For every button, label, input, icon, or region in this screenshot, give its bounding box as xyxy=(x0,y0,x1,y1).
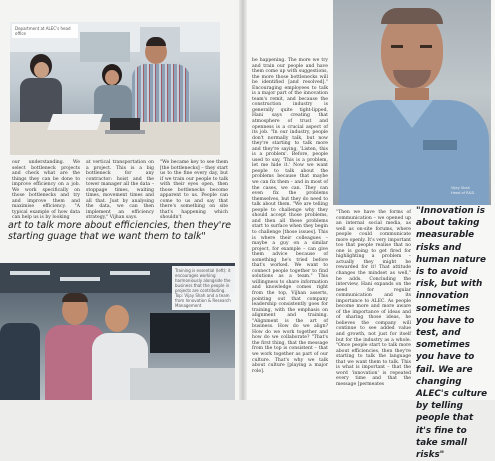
training-caption: Training is essential (left): it encourages working harmoniously alongside the business that the people in projects are contributing. Top: Vijay Shah and a team from Innovation & Research Management xyxy=(172,266,235,310)
training-photo xyxy=(0,263,235,400)
page-gutter xyxy=(239,0,247,400)
portrait-photo xyxy=(333,0,491,205)
highlight-quote: "Innovation is about taking measurable risks and human nature is to avoid risk, but with innovation sometimes you have to test, and sometimes you have to fail. We are changing ALEC's culture by telling people that it's fine to take small risks" xyxy=(416,206,488,461)
portrait-name-tag: Vijay Shah Head of R&D xyxy=(451,186,475,195)
body-column-right: "Then we have the forms of communication – we opened up an internal social media, as well as on-site forums, where people could communicate more openly. It's very important too that people realise that no one is going to get fired for highlighting a problem – actually they might be rewarded for it! That attitude changes the mindset as well," he adds. Concluding the interview, Hani expands on the need for regular communication and its importance to ALEC. As people become more and more aware of the importance of ideas and of sharing those ideas, he believes the company will continue to see added value and growth, not just for itself but for the industry as a whole. "Once people start to talk more about efficiencies, then they're starting to talk the language that we want them to talk. This is what is important – that the word 'innovation' is repeated every time and that the message [permeates xyxy=(336,210,411,387)
body-column-left-b: at vertical transportation on a project. This is a big bottleneck for any contractor: hoist and the tower manager all the data – stoppage times, waiting times, movement times and all that. Just by analysing the data, we can then implement an efficiency strategy," Vijhan says. xyxy=(86,160,154,221)
pull-quote: art to talk more about efficiencies, then they're starting guage that we want them to talk" xyxy=(8,220,231,242)
top-photo-caption: Department at ALEC's head office xyxy=(12,24,78,38)
body-column-middle: be happening. The more we try and train our people and have them come up with suggestions, the more those bottlenecks will be identified [and resolved]." Encouraging employees to talk is a major part of the innovation team's remit, and because the construction industry is generally quite tight-lipped, Hani says creating that atmosphere of trust and openness is a crucial aspect of its job. "In our industry, people don't normally talk, but now they're starting to talk more and they're saying, 'Listen, this is a problem'. Before, people used to say, 'This is a problem, let me hide it.' Now we want people to talk about the problems because that maybe we can fix them – and in most of the cases, we can. They can even fix the problems themselves, but they do need to talk about them. "We are telling people to challenge why they should accept those problems, and then all these problems start to surface when they begin to challenge [those issues]. This is where their colleagues – maybe a guy on a similar project, for example – can give them advice because of something he's tried before that's worked. We want to connect people together to find solutions as a team." This willingness to share information and knowledge comes right from the top, Vijhan asserts, pointing out that company leadership consistently goes for training, with the emphasis on alignment and training. "Alignment is the art of business. How do we align? How do we work together and how do we collaborate? "That's the first thing, that the message from the top is consistent – that we work together as part of our culture. That's why we talk about culture [playing a major role]. xyxy=(252,58,328,374)
team-office-photo xyxy=(10,22,220,155)
body-column-left-a: our understanding. We select bottleneck projects and check what are the things they can be done to improve efficiency on a job. We work specifically on those bottlenecks and try and improve them and maximise efficiency. "A typical example of how data can help us is by looking xyxy=(12,160,80,221)
body-column-left-c: "We became key to see them [the bottlenecks] – they start us to the fine every day, but if we train our people to talk with their eyes open, then those bottlenecks become apparent to us. People can come to us and say that there's something on site that's happening which shouldn't xyxy=(160,160,228,221)
